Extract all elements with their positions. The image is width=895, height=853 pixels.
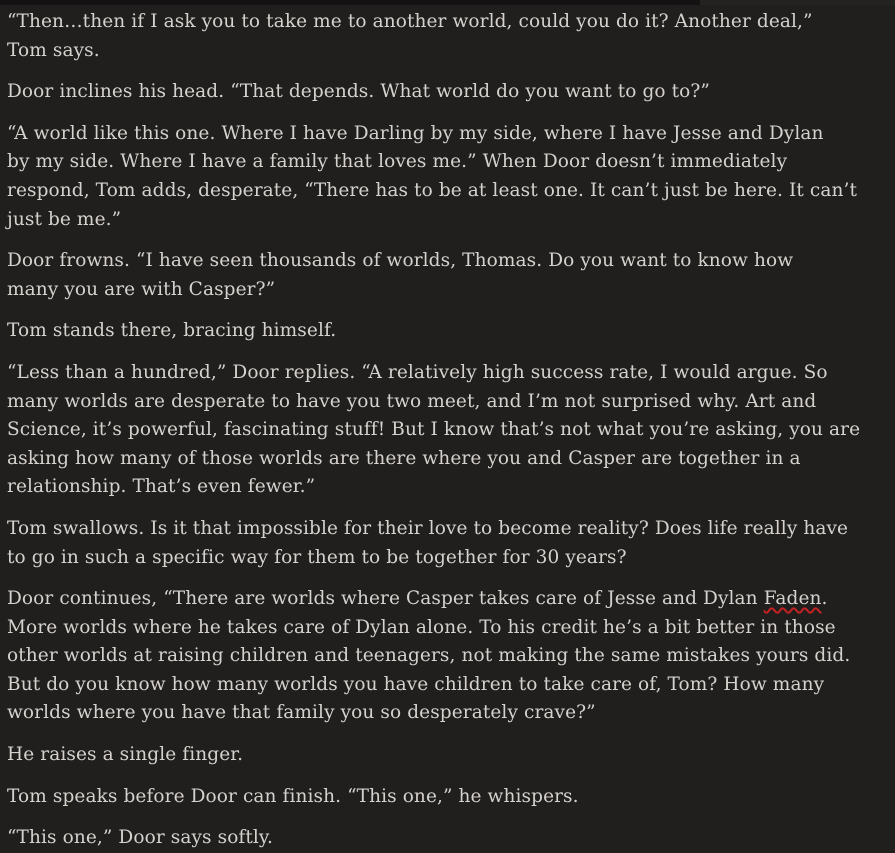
paragraph: [7, 741, 887, 770]
text-line[interactable]: “Then…then if I ask you to take me to another world, could you do it? Another deal,”: [7, 11, 813, 32]
paragraph: [7, 783, 887, 812]
paragraph: [7, 317, 887, 346]
window-edge-highlight: [700, 0, 895, 5]
text-line[interactable]: worlds where you have that family you so desperately crave?”: [7, 702, 596, 724]
text-line[interactable]: Tom speaks before Door can finish. “This one,” he whispers.: [7, 785, 579, 807]
text-line[interactable]: Science, it’s powerful, fascinating stuff! But I know that’s not what you’re asking, you are: [7, 419, 861, 441]
text-line[interactable]: “A world like this one. Where I have Darling by my side, where I have Jesse and Dylan: [7, 122, 824, 144]
text-line[interactable]: by my side. Where I have a family that loves me.” When Door doesn’t immediately: [7, 151, 788, 173]
text-line[interactable]: Tom says.: [7, 39, 100, 61]
paragraph: [7, 515, 887, 572]
paragraph: [7, 247, 887, 304]
text-line[interactable]: asking how many of those worlds are there where you and Casper are together in a: [7, 447, 801, 469]
text-line[interactable]: just be me.”: [7, 208, 122, 230]
text-line[interactable]: “This one,” Door says softly.: [7, 827, 274, 849]
document-page[interactable]: [0, 5, 895, 853]
text-line[interactable]: Door frowns. “I have seen thousands of worlds, Thomas. Do you want to know how: [7, 250, 794, 272]
text-line[interactable]: He raises a single finger.: [7, 744, 244, 766]
text-line[interactable]: to go in such a specific way for them to be together for 30 years?: [7, 546, 627, 568]
paragraph: [7, 78, 887, 107]
text-line[interactable]: Door continues, “There are worlds where Casper takes care of Jesse and Dylan Faden.: [7, 588, 828, 610]
paragraph: [7, 8, 887, 65]
text-line[interactable]: But do you know how many worlds you have children to take care of, Tom? How many: [7, 673, 825, 695]
text-line[interactable]: Tom swallows. Is it that impossible for their love to become reality? Does life really have: [7, 517, 849, 539]
text-line[interactable]: other worlds at raising children and teenagers, not making the same mistakes yours did.: [7, 645, 851, 667]
misspelled-word[interactable]: Faden: [763, 588, 822, 610]
paragraph: [7, 824, 887, 853]
paragraph: [7, 585, 887, 728]
text-line[interactable]: relationship. That’s even fewer.”: [7, 476, 316, 498]
text-line[interactable]: respond, Tom adds, desperate, “There has to be at least one. It can’t just be here. It can’t: [7, 179, 858, 201]
text-line[interactable]: many you are with Casper?”: [7, 278, 276, 300]
text-line[interactable]: Door inclines his head. “That depends. What world do you want to go to?”: [7, 81, 710, 103]
text-line[interactable]: “Less than a hundred,” Door replies. “A relatively high success rate, I would argue. So: [7, 361, 828, 383]
text-line[interactable]: Tom stands there, bracing himself.: [7, 320, 337, 342]
text-line[interactable]: More worlds where he takes care of Dylan alone. To his credit he’s a bit better in those: [7, 616, 836, 638]
paragraph: [7, 120, 887, 234]
paragraph: [7, 359, 887, 502]
text-line[interactable]: many worlds are desperate to have you two meet, and I’m not surprised why. Art and: [7, 390, 817, 412]
window-edge-strip: [0, 0, 895, 5]
